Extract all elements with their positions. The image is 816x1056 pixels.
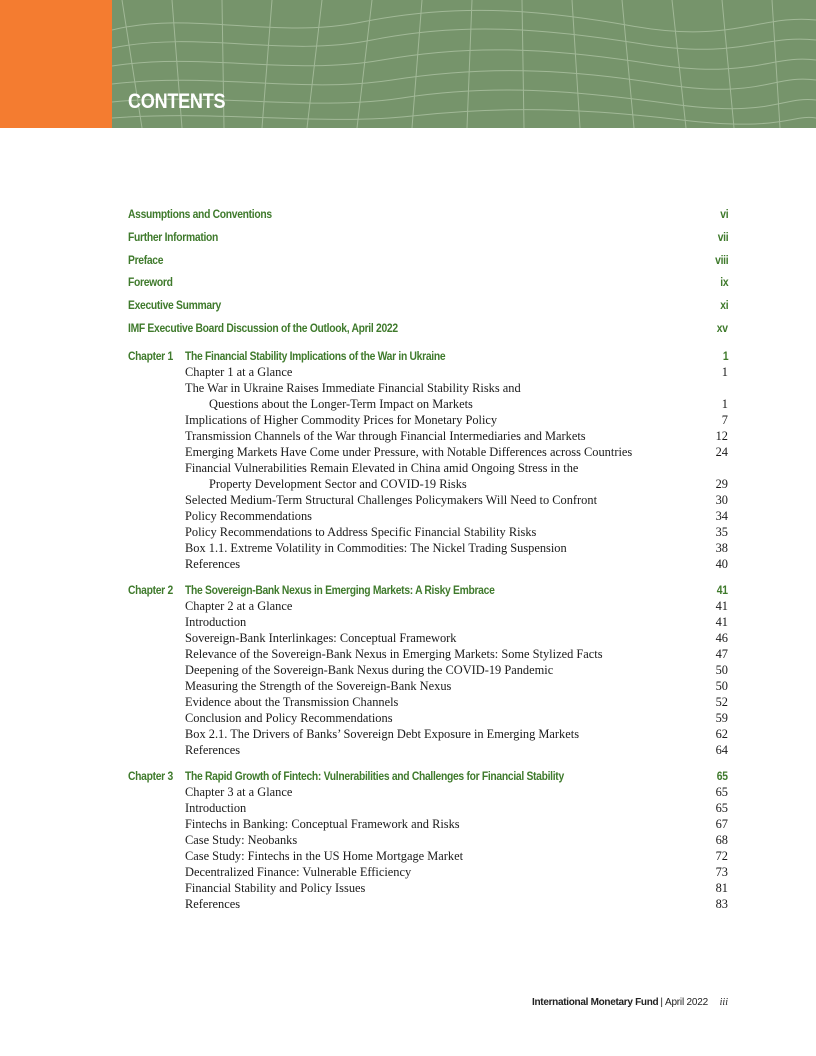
subentry-text: Transmission Channels of the War through Financial Intermediaries and Markets (185, 428, 586, 443)
subentry-page: 41 (715, 614, 728, 629)
subentry-text: Financial Vulnerabilities Remain Elevated in China amid Ongoing Stress in the (185, 460, 579, 475)
page-title: CONTENTS (128, 90, 226, 113)
toc-entry[interactable] (128, 252, 728, 268)
subentry-text: Chapter 2 at a Glance (185, 598, 293, 613)
toc-subentry[interactable] (128, 492, 728, 508)
toc-subentry[interactable] (128, 444, 728, 460)
subentry-page: 72 (715, 848, 728, 863)
subentry-text: Financial Stability and Policy Issues (185, 880, 366, 895)
chapter-title: The Sovereign-Bank Nexus in Emerging Markets: A Risky Embrace (185, 582, 495, 597)
subentry-page: 38 (715, 540, 728, 555)
toc-subentry[interactable] (128, 742, 728, 758)
subentry-text: References (185, 556, 241, 571)
subentry-text: Sovereign-Bank Interlinkages: Conceptual Framework (185, 630, 457, 645)
toc-entry-title: IMF Executive Board Discussion of the Outlook, April 2022 (128, 320, 398, 335)
toc-subentry[interactable] (128, 848, 728, 864)
subentry-page: 7 (721, 412, 728, 427)
chapter-page: 1 (722, 348, 728, 363)
chapter-heading[interactable] (128, 582, 728, 598)
subentry-text: Policy Recommendations to Address Specific Financial Stability Risks (185, 524, 537, 539)
subentry-page: 35 (715, 524, 728, 539)
toc-subentry[interactable] (128, 646, 728, 662)
toc-subentry[interactable] (128, 630, 728, 646)
toc-subentry[interactable] (128, 896, 728, 912)
subentry-text: Case Study: Fintechs in the US Home Mortgage Market (185, 848, 464, 863)
subentry-page: 65 (715, 784, 728, 799)
toc-entry-page: ix (719, 275, 728, 290)
footer-page-number: iii (719, 997, 728, 1008)
subentry-page: 68 (715, 832, 728, 847)
subentry-page: 50 (715, 678, 728, 693)
subentry-page: 52 (715, 694, 728, 709)
toc-entry-page: viii (714, 252, 728, 267)
subentry-text: Measuring the Strength of the Sovereign-Bank Nexus (185, 678, 452, 693)
subentry-text: References (185, 896, 241, 911)
chapter-2-section (128, 582, 728, 758)
subentry-text: Chapter 1 at a Glance (185, 364, 293, 379)
toc-entry[interactable] (128, 274, 728, 290)
toc-entry-title: Executive Summary (128, 298, 221, 313)
toc-subentry[interactable] (128, 662, 728, 678)
toc-entry[interactable] (128, 297, 728, 313)
toc-subentry[interactable] (128, 816, 728, 832)
toc-subentry[interactable] (128, 598, 728, 614)
subentry-text: Implications of Higher Commodity Prices for Monetary Policy (185, 412, 498, 427)
subentry-text: Fintechs in Banking: Conceptual Framework and Risks (185, 816, 460, 831)
subentry-text-continued: Questions about the Longer-Term Impact on Markets (209, 396, 473, 411)
subentry-page: 62 (715, 726, 728, 741)
toc-subentry[interactable] (128, 460, 728, 492)
toc-entry[interactable] (128, 320, 728, 336)
chapter-page: 41 (717, 582, 728, 597)
subentry-page: 47 (715, 646, 728, 661)
toc-entry-page: vii (717, 229, 728, 244)
toc-entry-title: Foreword (128, 275, 173, 290)
subentry-page: 1 (721, 364, 728, 379)
subentry-text: Deepening of the Sovereign-Bank Nexus during the COVID-19 Pandemic (185, 662, 554, 677)
toc-subentry[interactable] (128, 832, 728, 848)
chapter-title: The Financial Stability Implications of the War in Ukraine (185, 348, 446, 363)
page-footer (532, 997, 728, 1011)
subentry-text: Emerging Markets Have Come under Pressure, with Notable Differences across Countries (185, 444, 633, 459)
subentry-page: 1 (721, 396, 728, 411)
subentry-text: Decentralized Finance: Vulnerable Efficiency (185, 864, 412, 879)
toc-subentry[interactable] (128, 380, 728, 412)
toc-entry-title: Assumptions and Conventions (128, 207, 272, 221)
subentry-page: 81 (715, 880, 728, 895)
chapter-label: Chapter 3 (128, 768, 173, 783)
toc-entry-page: xv (717, 320, 728, 335)
subentry-page: 59 (715, 710, 728, 725)
toc-entry-page: vi (719, 207, 728, 221)
subentry-page: 50 (715, 662, 728, 677)
footer-date: April 2022 (664, 997, 708, 1008)
subentry-text: Evidence about the Transmission Channels (185, 694, 399, 709)
toc-subentry[interactable] (128, 678, 728, 694)
toc-subentry[interactable] (128, 524, 728, 540)
toc-entry[interactable] (128, 229, 728, 245)
subentry-text: Introduction (185, 800, 247, 815)
toc-subentry[interactable] (128, 864, 728, 880)
subentry-text: Selected Medium-Term Structural Challenges Policymakers Will Need to Confront (185, 492, 598, 507)
subentry-page: 83 (715, 896, 728, 911)
subentry-text: Box 1.1. Extreme Volatility in Commodities: The Nickel Trading Suspension (185, 540, 567, 555)
toc-entry-page: xi (719, 298, 728, 313)
subentry-text: Introduction (185, 614, 247, 629)
subentry-page: 67 (715, 816, 728, 831)
subentry-text: Policy Recommendations (185, 508, 312, 523)
subentry-text: Case Study: Neobanks (185, 832, 298, 847)
subentry-page: 46 (715, 630, 728, 645)
subentry-text: Relevance of the Sovereign-Bank Nexus in Emerging Markets: Some Stylized Facts (185, 646, 603, 661)
toc-subentry[interactable] (128, 784, 728, 800)
chapter-3-section (128, 768, 728, 912)
chapter-title: The Rapid Growth of Fintech: Vulnerabilities and Challenges for Financial Stability (185, 768, 564, 783)
toc-subentry[interactable] (128, 364, 728, 380)
subentry-text: Chapter 3 at a Glance (185, 784, 293, 799)
subentry-page: 29 (715, 476, 728, 491)
chapter-label: Chapter 1 (128, 348, 173, 363)
toc-subentry[interactable] (128, 412, 728, 428)
toc-subentry[interactable] (128, 694, 728, 710)
footer-organization: International Monetary Fund (532, 997, 659, 1008)
toc-subentry[interactable] (128, 710, 728, 726)
toc-subentry[interactable] (128, 508, 728, 524)
chapter-page: 65 (717, 768, 728, 783)
subentry-page: 65 (715, 800, 728, 815)
chapter-1-section (128, 348, 728, 572)
toc-subentry[interactable] (128, 800, 728, 816)
chapter-heading[interactable] (128, 768, 728, 784)
chapter-heading[interactable] (128, 348, 728, 364)
toc-entry-title: Preface (128, 252, 164, 267)
toc-subentry[interactable] (128, 880, 728, 896)
subentry-text: The War in Ukraine Raises Immediate Financial Stability Risks and (185, 380, 521, 395)
toc-subentry[interactable] (128, 540, 728, 556)
banner-orange-block (0, 0, 112, 128)
toc-subentry[interactable] (128, 428, 728, 444)
subentry-page: 73 (715, 864, 728, 879)
table-of-contents (128, 206, 728, 912)
subentry-page: 30 (715, 492, 728, 507)
subentry-page: 64 (715, 742, 728, 757)
subentry-text: References (185, 742, 241, 757)
subentry-page: 41 (715, 598, 728, 613)
toc-subentry[interactable] (128, 556, 728, 572)
subentry-page: 12 (715, 428, 728, 443)
subentry-page: 34 (715, 508, 728, 523)
subentry-page: 40 (715, 556, 728, 571)
chapter-label: Chapter 2 (128, 582, 173, 597)
subentry-text: Conclusion and Policy Recommendations (185, 710, 393, 725)
toc-entry[interactable] (128, 206, 728, 222)
header-banner (0, 0, 816, 128)
toc-subentry[interactable] (128, 726, 728, 742)
footer-separator: | (660, 997, 663, 1008)
subentry-text: Box 2.1. The Drivers of Banks’ Sovereign Debt Exposure in Emerging Markets (185, 726, 580, 741)
toc-entry-title: Further Information (128, 229, 219, 244)
toc-subentry[interactable] (128, 614, 728, 630)
subentry-page: 24 (715, 444, 728, 459)
subentry-text-continued: Property Development Sector and COVID-19 Risks (209, 476, 467, 491)
